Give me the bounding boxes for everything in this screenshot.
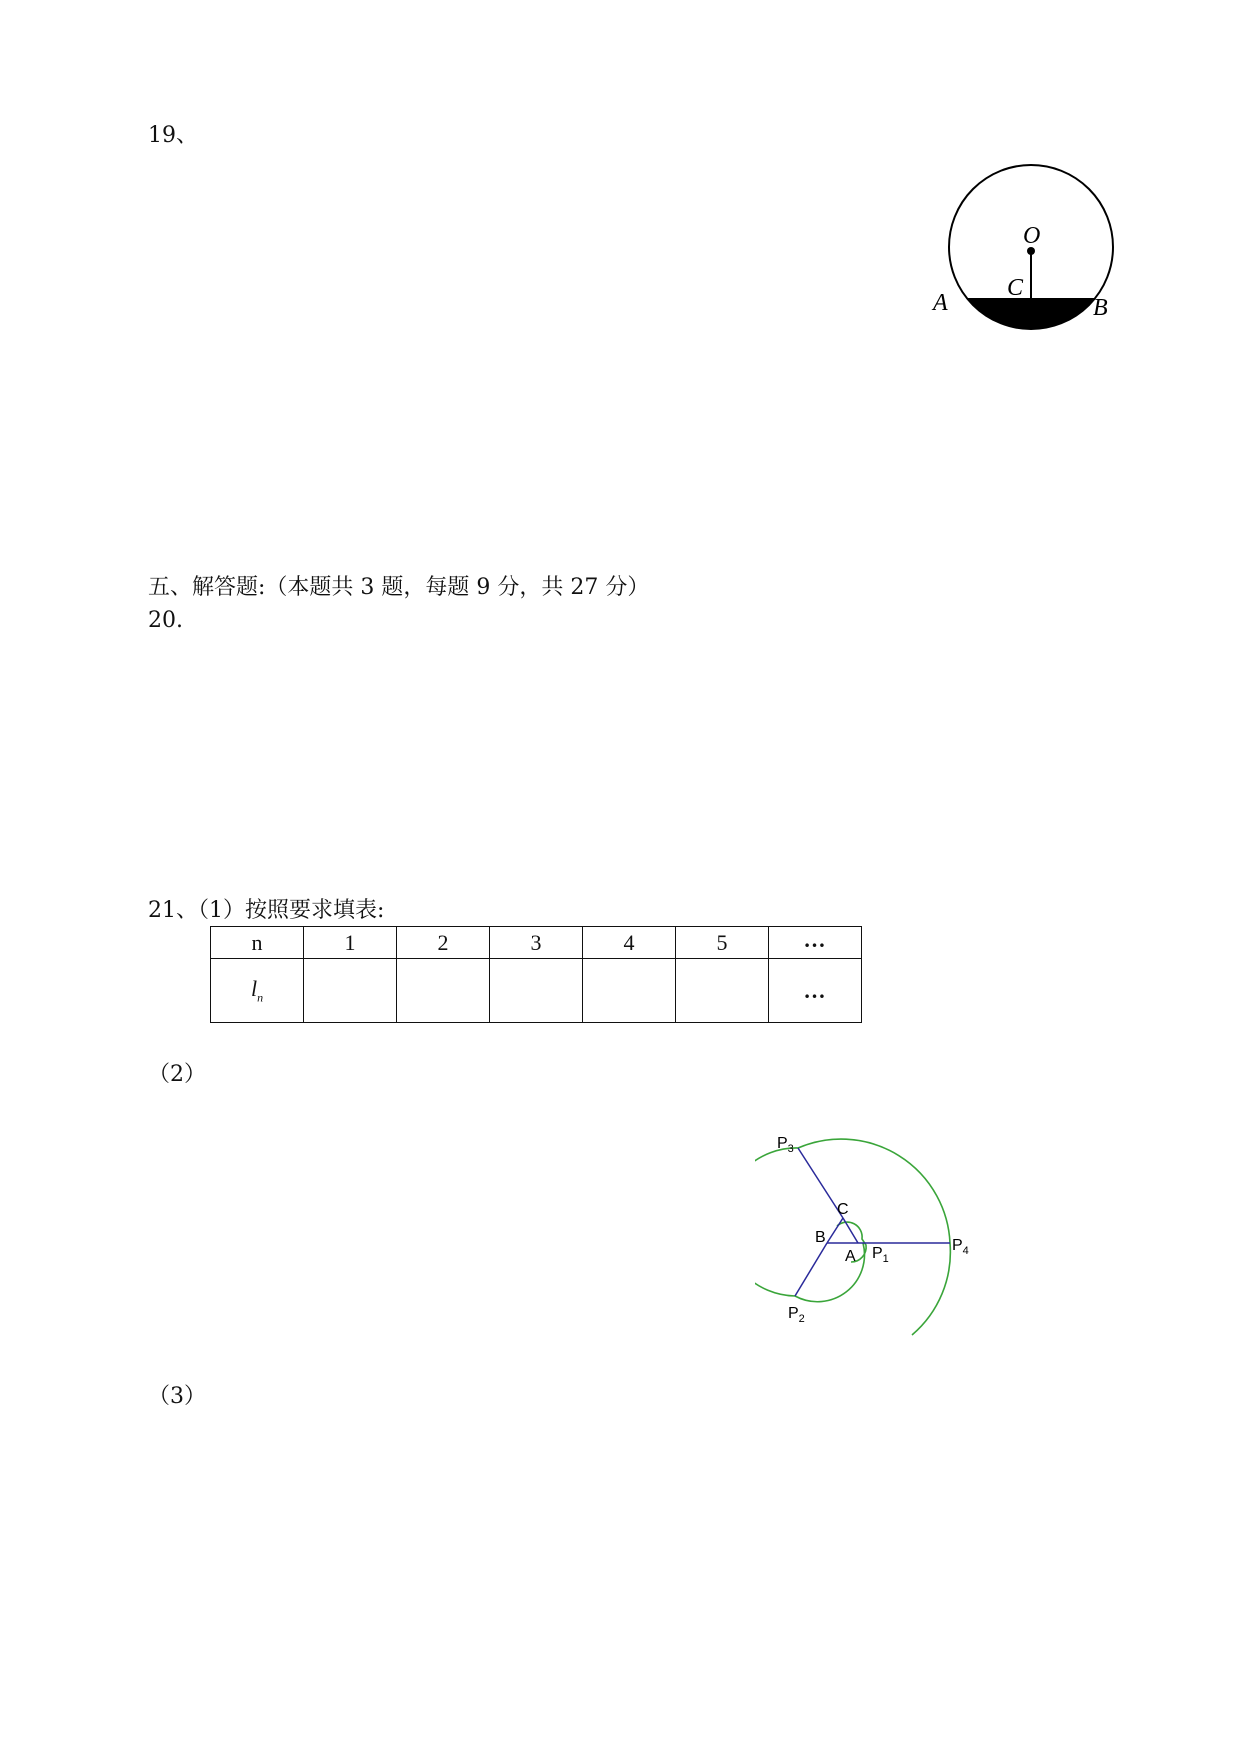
ln-label [250, 975, 264, 1005]
answer-cell-2[interactable] [397, 959, 490, 1023]
question-20-label: 20. [148, 608, 183, 633]
label-c: C [837, 1201, 849, 1218]
table-cell-1: 1 [304, 927, 397, 959]
table-cell-5: 5 [676, 927, 769, 959]
answer-cell-1[interactable] [304, 959, 397, 1023]
label-p3: $P_3$ [777, 1135, 794, 1155]
spiral-arc-p3-p4 [798, 1139, 950, 1243]
answer-cell-5[interactable] [676, 959, 769, 1023]
segment-c-b [827, 1218, 843, 1243]
table-cell-ellipsis: … [769, 959, 862, 1023]
circle-segment-figure [930, 160, 1130, 344]
label-b: B [1093, 295, 1108, 321]
spiral-arc-p2-p3 [755, 1148, 798, 1296]
fill-in-table [210, 926, 862, 1023]
part-3-label: （3） [148, 1384, 206, 1409]
spiral-arc-tail [912, 1243, 950, 1335]
question-21-label: 21、（1）按照要求填表: [148, 898, 385, 923]
answer-cell-3[interactable] [490, 959, 583, 1023]
ln-sub: n [257, 990, 264, 1005]
table-cell-4: 4 [583, 927, 676, 959]
label-a: A [845, 1248, 856, 1265]
question-19-label: 19、 [148, 123, 198, 148]
table-cell-3: 3 [490, 927, 583, 959]
spiral-figure [755, 1130, 995, 1354]
label-c: C [1007, 275, 1024, 301]
circle-segment-svg [930, 160, 1130, 340]
label-p2: $P_2$ [788, 1305, 805, 1325]
answer-cell-4[interactable] [583, 959, 676, 1023]
label-b: B [815, 1229, 826, 1246]
label-o: O [1023, 223, 1041, 249]
label-p4: $P_4$ [952, 1237, 969, 1257]
ln-main: l [250, 975, 258, 1001]
table-cell-ellipsis: … [769, 927, 862, 959]
table-cell-n: n [211, 927, 304, 959]
label-a: A [933, 290, 948, 316]
section-5-heading: 五、解答题:（本题共 3 题，每题 9 分，共 27 分） [148, 575, 650, 600]
part-2-label: （2） [148, 1062, 206, 1087]
table-row [211, 959, 862, 1023]
segment-b-p2 [795, 1243, 827, 1296]
label-p1: $P_1$ [872, 1245, 889, 1265]
table-row [211, 927, 862, 959]
table-cell-ln [211, 959, 304, 1023]
spiral-svg [755, 1130, 995, 1350]
table-cell-2: 2 [397, 927, 490, 959]
